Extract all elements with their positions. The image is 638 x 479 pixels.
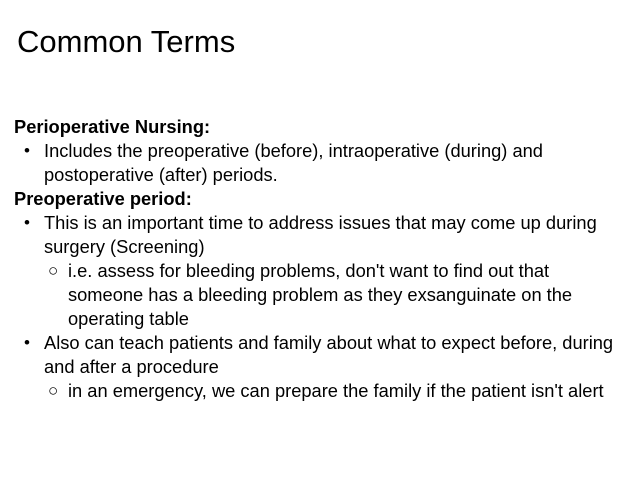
bullet-item: [14, 211, 624, 259]
sub-bullet-text: i.e. assess for bleeding problems, don't want to find out that someone has a bleeding problem as they exsanguinate on the operating table: [68, 260, 573, 329]
bullet-text: This is an important time to address issues that may come up during surgery (Screening): [44, 212, 597, 257]
bullet-marker: •: [24, 213, 30, 232]
sub-bullet-marker: ○: [48, 261, 59, 280]
sub-bullet-item: [14, 379, 628, 403]
bullet-marker: •: [24, 333, 30, 352]
bullet-item: [14, 331, 624, 379]
slide-title: Common Terms: [17, 24, 236, 59]
bullet-marker: •: [24, 141, 30, 160]
bullet-text: Also can teach patients and family about what to expect before, during and after a procedure: [44, 332, 614, 377]
bullet-text: Includes the preoperative (before), intraoperative (during) and postoperative (after) periods.: [44, 140, 543, 185]
bullet-item: [14, 139, 624, 187]
sub-bullet-text: in an emergency, we can prepare the family if the patient isn't alert: [68, 380, 604, 401]
sub-bullet-item: [14, 259, 628, 331]
section-heading-perioperative-nursing: Perioperative Nursing:: [14, 116, 211, 137]
sub-bullet-marker: ○: [48, 381, 59, 400]
slide-body: [14, 115, 634, 403]
section-heading-preoperative-period: Preoperative period:: [14, 188, 192, 209]
